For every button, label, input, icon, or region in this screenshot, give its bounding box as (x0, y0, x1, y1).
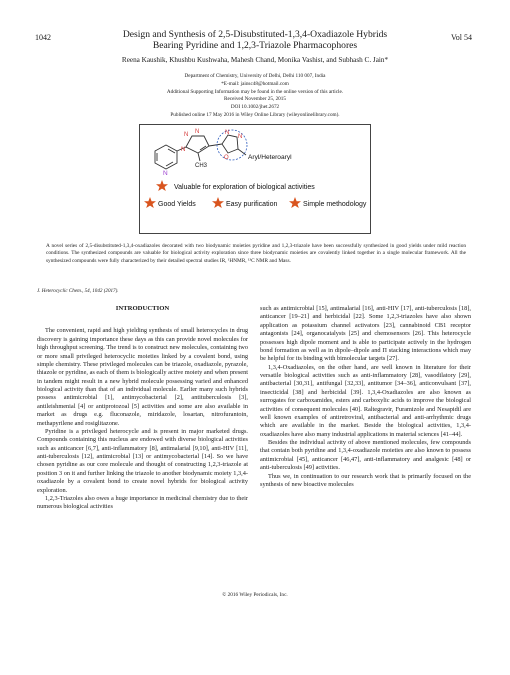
right-column (260, 305, 471, 489)
star-icon (156, 180, 168, 191)
supporting-info: Additional Supporting Information may be found in the online version of this article. (166, 88, 344, 95)
paragraph: 1,3,4-Oxadiazoles, on the other hand, are well known in literature for their versatile biological activities such as anti-inflammatory [28], vasodilatory [29], antibacterial [30,31], antifungal [32,33], antitumor [34–36], anticonvulsant [37], insecticidal [38] and herbicidal [39]. 1,3,4-Oxadiazoles are also known as surrogates for carboxamides, esters and carboxylic acids to improve the biological activities of consequent molecules [40]. Raltegravir, Furamizole and Nesapidil are well known examples of antiretroviral, antibacterial and anti-arrhythmic drugs which are available in the market. Beside the biological activities, 1,3,4-oxadiazoles have also many industrial applications in material sciences [41–44]. (260, 363, 471, 438)
star-icon (289, 197, 301, 208)
citation: J. Heterocyclic Chem., 54, 1042 (2017). (37, 288, 119, 294)
copyright-footer: © 2016 Wiley Periodicals, Inc. (222, 592, 288, 598)
oxadiazole-o: O (224, 155, 229, 161)
bullet-simple-methodology: Simple methodology (303, 201, 367, 208)
page-number: 1042 (35, 33, 51, 42)
bullet-good-yields: Good Yields (158, 201, 196, 208)
paragraph: Besides the individual activity of above mentioned molecules, few compounds that contain both pyridine and 1,3,4-oxadiazole moieties are also known to possess antimicrobial [45], anticancer [46,47], anti-inflammatory and analgesic [48] or anti-tuberculosis [49] activities. (260, 439, 471, 472)
paragraph: The convenient, rapid and high yielding synthesis of small heterocycles in drug discovery is gaining importance these days as this can provide novel molecules for high throughput screening. The trend is to construct new molecules, containing two or more small privileged heterocyclic moieties linked by a covalent bond, using simple chemistry. These privileged molecules can be triazole, oxadiazole, pyrazole, thiazole or pyridine, as each of them is biologically active moiety and when present in tandem might result in a new hybrid molecule possessing varied and enhanced biological activity than that of an individual molecule. Earlier many such hybrids possess antimicrobial [1], antimycobacterial [2], antituberculosis [3], antileishmenial [4] or antiprotozoal [5] activities and some are also available in market as drugs e.g. fluconazole, miridazole, losartan, nitrofurantoin, methapyrilene and rosiglitazone. (37, 327, 248, 427)
volume-label: Vol 54 (451, 33, 472, 42)
oxadiazole-n1: N (225, 130, 230, 136)
title-line-2: Bearing Pyridine and 1,2,3-Triazole Pharmacophores (152, 40, 358, 51)
doi: DOI 10.1002/jhet.2672 (230, 104, 280, 111)
claim-text: Valuable for exploration of biological activities (174, 184, 315, 191)
author-list: Reena Kaushik, Khushbu Kushwaha, Mahesh Chand, Monika Vashist, and Subhash C. Jain* (121, 56, 389, 64)
title-line-1: Design and Synthesis of 2,5-Disubstituted-1,3,4-Oxadiazole Hybrids (122, 29, 388, 40)
pyridine-n-label: N (163, 170, 168, 177)
email: *E-mail: jainsc48@hotmail.com (221, 80, 289, 87)
star-icon (144, 197, 156, 208)
paragraph: 1,2,3-Triazoles also owes a huge importance in medicinal chemistry due to their numerous biological activities (37, 494, 248, 511)
paragraph: Pyridine is a privileged heterocycle and is present in major marketed drugs. Compounds containing this nucleus are endowed with diverse biological activities such as anticancer [6,7], anti-inflammatory [8], antimalarial [9,10], anti-HIV [11], anti-tuberculosis [12], antimicrobial [13] or antimycobacterial [14]. So we have chosen pyridine as our core molecule and thought of constructing 1,2,3-triazole at position 3 on it and further linking the triazole to another biodynamic moiety 1,3,4-oxadiazole by a covalent bond to create novel hybrids for biological activity exploration. (37, 427, 248, 494)
oxadiazole-ring (222, 135, 246, 155)
graphical-abstract-svg (140, 125, 370, 233)
bullet-easy-purification: Easy purification (226, 201, 278, 208)
graphical-abstract (139, 124, 371, 234)
triazole-n3: N (181, 147, 186, 153)
paragraph: such as antimicrobial [15], antimalarial [16], anti-HIV [17], anti-tuberculosis [18], anticancer [19–21] and herbicidal [22]. Some 1,2,3-triazoles have also shown application as potassium channel activators [23], cannabinoid CB1 receptor antagonists [24], organocatalysts [25] and chemosensors [26]. This heterocycle possesses high dipole moment and is able to participate actively in the hydrogen bond formation as well as in dipole–dipole and Π stacking interactions which may be helpful for its binding with bimolecular targets [27]. (260, 305, 471, 363)
abstract: A novel series of 2,5-disubstituted-1,3,4-oxadiazoles decorated with two biodynamic moieties pyridine and 1,2,3-triazole have been successfully synthesized in good yields under mild reaction conditions. The synthesized compounds are valuable for biological activity exploration since three biodynamic moieties are covalently linked together in a single molecular framework. All the synthesized compounds were fully characterized by their detailed spectral studies IR, ¹HNMR, ¹³C NMR and Mass. (46, 243, 466, 264)
star-icon (212, 197, 224, 208)
triazole-n2: N (195, 129, 200, 135)
oxadiazole-n2: N (238, 134, 243, 140)
triazole-ring (186, 136, 222, 161)
methyl-label: CH3 (195, 163, 208, 169)
article-title (90, 29, 420, 51)
intro-heading: INTRODUCTION (115, 305, 170, 312)
aryl-label: Aryl/Heteroaryl (248, 154, 292, 161)
published-online: Published online 17 May 2016 in Wiley Online Library (wileyonlinelibrary.com). (170, 111, 340, 118)
oxadiazole-highlight (217, 130, 247, 160)
paragraph: Thus we, in continuation to our research work that is primarily focused on the synthesis of new bioactive molecules (260, 472, 471, 488)
received-date: Received November 25, 2015 (224, 96, 286, 103)
left-column (37, 305, 248, 512)
article-meta (60, 73, 450, 120)
affiliation: Department of Chemistry, University of Delhi, Delhi 110 007, India (184, 73, 326, 79)
triazole-n1: N (184, 132, 189, 138)
